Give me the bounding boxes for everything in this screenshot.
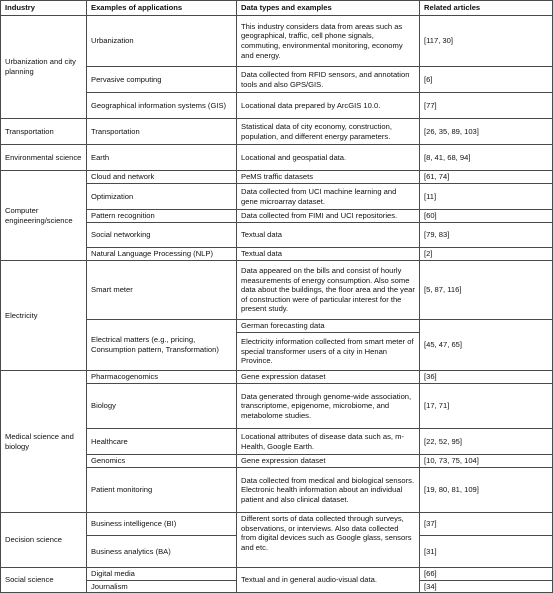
data-type-cell: Data appeared on the bills and consist of hourly measurements of energy consumption. Also some data about the buildings, the floor area and the year of construction were of particular interest for the present study. — [237, 261, 420, 320]
data-type-cell: This industry considers data from areas such as geographical, traffic, cell phone signals, commuting, environmental monitoring, economy and energy. — [237, 16, 420, 67]
related-articles-cell: [17, 71] — [420, 384, 553, 429]
data-type-cell: Statistical data of city economy, construction, population, and different energy parameters. — [237, 119, 420, 145]
table-row — [1, 16, 553, 67]
table-row — [1, 145, 553, 171]
related-articles-cell: [8, 41, 68, 94] — [420, 145, 553, 171]
related-articles-cell: [45, 47, 65] — [420, 320, 553, 371]
data-type-cell: Data generated through genome-wide association, transcriptome, epigenome, microbiome, and metabolome studies. — [237, 384, 420, 429]
application-cell: Digital media — [87, 568, 237, 581]
industry-cell: Electricity — [1, 261, 87, 371]
related-articles-cell: [117, 30] — [420, 16, 553, 67]
related-articles-cell: [26, 35, 89, 103] — [420, 119, 553, 145]
related-articles-cell: [79, 83] — [420, 223, 553, 248]
data-type-cell: Data collected from UCI machine learning and gene microarray dataset. — [237, 184, 420, 210]
industry-cell: Medical science and biology — [1, 371, 87, 513]
related-articles-cell: [60] — [420, 210, 553, 223]
application-cell: Natural Language Processing (NLP) — [87, 248, 237, 261]
application-cell: Patient monitoring — [87, 468, 237, 513]
industry-cell: Computer engineering/science — [1, 171, 87, 261]
header-applications: Examples of applications — [87, 1, 237, 16]
table-row — [1, 568, 553, 581]
industry-cell: Environmental science — [1, 145, 87, 171]
related-articles-cell: [77] — [420, 93, 553, 119]
related-articles-cell: [66] — [420, 568, 553, 581]
data-type-cell: Data collected from FIMI and UCI repositories. — [237, 210, 420, 223]
header-data-types: Data types and examples — [237, 1, 420, 16]
table-row — [1, 119, 553, 145]
application-cell: Business analytics (BA) — [87, 536, 237, 568]
application-cell: Cloud and network — [87, 171, 237, 184]
industry-cell: Social science — [1, 568, 87, 593]
data-type-cell: Electricity information collected from smart meter of special transformer users of a city in Henan Province. — [237, 333, 420, 371]
industry-cell: Urbanization and city planning — [1, 16, 87, 119]
application-cell: Healthcare — [87, 429, 237, 455]
data-type-cell: Locational attributes of disease data such as, m-Health, Google Earth. — [237, 429, 420, 455]
related-articles-cell: [37] — [420, 513, 553, 536]
data-type-cell: Textual data — [237, 223, 420, 248]
industry-cell: Transportation — [1, 119, 87, 145]
header-related-articles: Related articles — [420, 1, 553, 16]
related-articles-cell: [11] — [420, 184, 553, 210]
application-cell: Smart meter — [87, 261, 237, 320]
related-articles-cell: [2] — [420, 248, 553, 261]
data-type-cell: Data collected from RFID sensors, and annotation tools and also GPS/GIS. — [237, 67, 420, 93]
header-row — [1, 1, 553, 16]
data-type-cell: Different sorts of data collected through surveys, observations, or interviews. Also data collected from digital devices such as Google glass, sensors and etc. — [237, 513, 420, 568]
application-cell: Pharmacogenomics — [87, 371, 237, 384]
related-articles-cell: [31] — [420, 536, 553, 568]
related-articles-cell: [22, 52, 95] — [420, 429, 553, 455]
data-type-cell: German forecasting data — [237, 320, 420, 333]
application-cell: Geographical information systems (GIS) — [87, 93, 237, 119]
related-articles-cell: [61, 74] — [420, 171, 553, 184]
application-cell: Biology — [87, 384, 237, 429]
application-cell: Business intelligence (BI) — [87, 513, 237, 536]
related-articles-cell: [6] — [420, 67, 553, 93]
industry-cell: Decision science — [1, 513, 87, 568]
data-type-cell: Textual data — [237, 248, 420, 261]
data-type-cell: Locational and geospatial data. — [237, 145, 420, 171]
related-articles-cell: [36] — [420, 371, 553, 384]
data-type-cell: Locational data prepared by ArcGIS 10.0. — [237, 93, 420, 119]
related-articles-cell: [5, 87, 116] — [420, 261, 553, 320]
table-row — [1, 171, 553, 184]
data-type-cell: Gene expression dataset — [237, 371, 420, 384]
related-articles-cell: [34] — [420, 580, 553, 593]
application-cell: Social networking — [87, 223, 237, 248]
application-cell: Pattern recognition — [87, 210, 237, 223]
application-cell: Urbanization — [87, 16, 237, 67]
application-cell: Earth — [87, 145, 237, 171]
data-type-cell: Gene expression dataset — [237, 455, 420, 468]
header-industry: Industry — [1, 1, 87, 16]
application-cell: Electrical matters (e.g., pricing, Consumption pattern, Transformation) — [87, 320, 237, 371]
table-row — [1, 371, 553, 384]
application-cell: Pervasive computing — [87, 67, 237, 93]
table-row — [1, 513, 553, 536]
data-type-cell: Textual and in general audio-visual data. — [237, 568, 420, 593]
data-type-cell: PeMS traffic datasets — [237, 171, 420, 184]
related-articles-cell: [19, 80, 81, 109] — [420, 468, 553, 513]
application-cell: Genomics — [87, 455, 237, 468]
application-cell: Optimization — [87, 184, 237, 210]
data-type-cell: Data collected from medical and biological sensors. Electronic health information about an individual patient and also clinical dataset. — [237, 468, 420, 513]
application-cell: Transportation — [87, 119, 237, 145]
related-articles-cell: [10, 73, 75, 104] — [420, 455, 553, 468]
table-row — [1, 261, 553, 320]
application-cell: Journalism — [87, 580, 237, 593]
